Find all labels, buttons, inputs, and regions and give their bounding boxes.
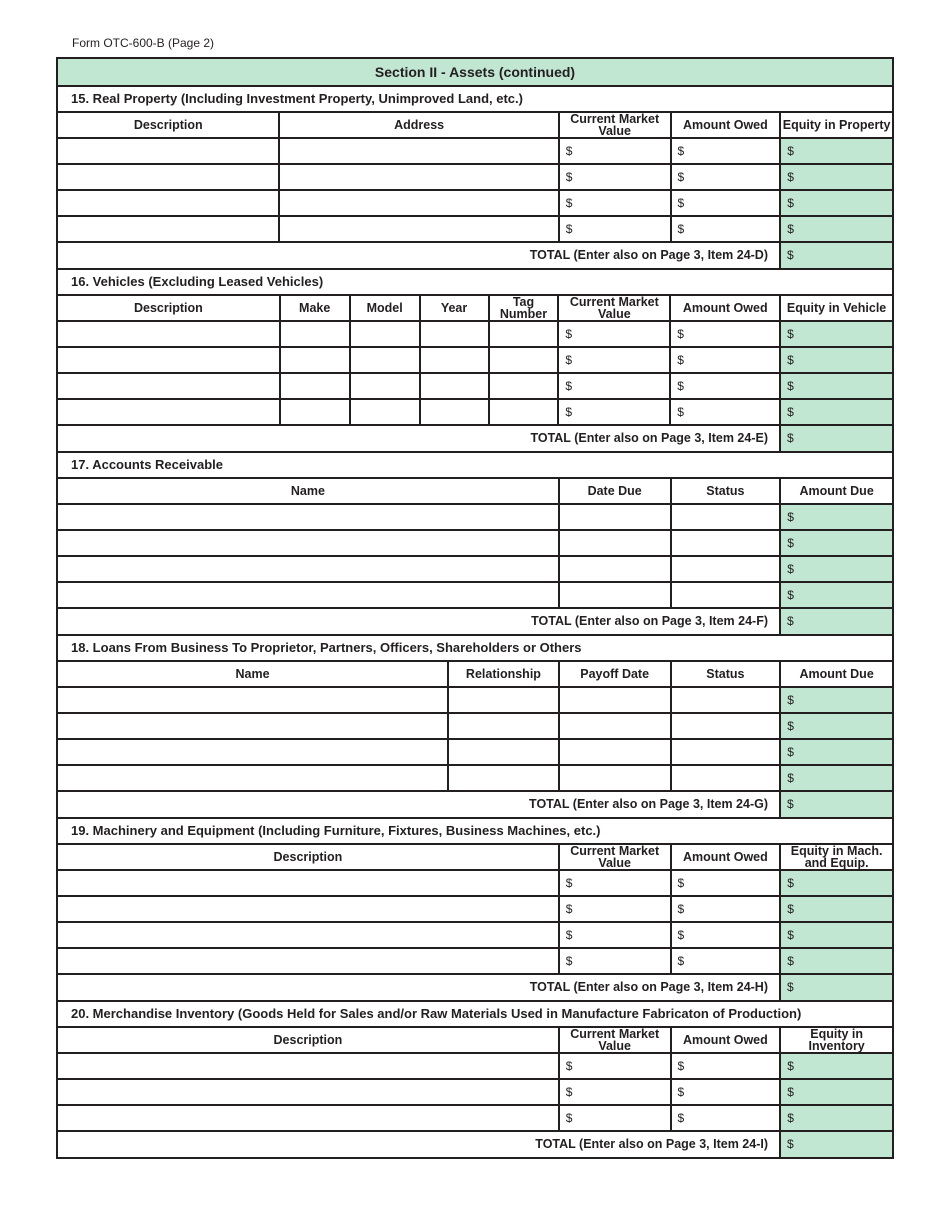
- vehicles-input-cell[interactable]: [281, 374, 351, 398]
- inventory-header-row: [58, 1028, 892, 1054]
- inventory-input-cell[interactable]: [672, 1080, 782, 1104]
- dollar-sign: $: [677, 222, 685, 236]
- vehicles-input-cell[interactable]: [490, 348, 560, 372]
- vehicles-row: [58, 400, 892, 426]
- real-property-input-cell[interactable]: [672, 139, 782, 163]
- loans-header-row: [58, 662, 892, 688]
- inventory-col-header: Description: [58, 1028, 560, 1052]
- vehicles-input-cell[interactable]: [671, 400, 781, 424]
- dollar-sign: $: [565, 876, 573, 890]
- dollar-sign: $: [787, 222, 794, 236]
- accounts-receivable-col-header: Status: [672, 479, 782, 503]
- vehicles-input-cell[interactable]: [781, 400, 892, 424]
- real-property-input-cell[interactable]: [560, 191, 672, 215]
- loans-total-input[interactable]: [781, 792, 892, 817]
- vehicles-input-cell[interactable]: [559, 400, 671, 424]
- inventory-input-cell[interactable]: [781, 1106, 892, 1130]
- vehicles-input-cell[interactable]: [421, 348, 490, 372]
- vehicles-input-cell[interactable]: [58, 322, 281, 346]
- inventory-total-row: [58, 1132, 892, 1159]
- machinery-input-cell[interactable]: [58, 923, 560, 947]
- loans-input-cell[interactable]: [672, 740, 782, 764]
- vehicles-col-header: Amount Owed: [671, 296, 781, 320]
- loans-input-cell[interactable]: [781, 766, 892, 790]
- accounts-receivable-row: [58, 583, 892, 609]
- dollar-sign: $: [565, 379, 573, 393]
- loans-input-cell[interactable]: [781, 688, 892, 712]
- accounts-receivable-title: 17. Accounts Receivable: [58, 453, 892, 479]
- real-property-input-cell[interactable]: [560, 139, 672, 163]
- loans-input-cell[interactable]: [560, 740, 672, 764]
- machinery-input-cell[interactable]: [781, 949, 892, 973]
- loans-col-header: Name: [58, 662, 449, 686]
- inventory-total-input[interactable]: [781, 1132, 892, 1157]
- real-property-input-cell[interactable]: [560, 217, 672, 241]
- dollar-sign: $: [787, 536, 794, 550]
- loans-input-cell[interactable]: [58, 766, 449, 790]
- inventory-input-cell[interactable]: [672, 1106, 782, 1130]
- loans-input-cell[interactable]: [560, 766, 672, 790]
- machinery-input-cell[interactable]: [58, 871, 560, 895]
- loans-col-header: Relationship: [449, 662, 560, 686]
- real-property-input-cell[interactable]: [781, 165, 892, 189]
- dollar-sign: $: [677, 405, 684, 419]
- dollar-sign: $: [787, 248, 794, 262]
- vehicles-row: [58, 322, 892, 348]
- dollar-sign: $: [787, 980, 794, 994]
- dollar-sign: $: [787, 1111, 794, 1125]
- loans-input-cell[interactable]: [672, 714, 782, 738]
- vehicles-input-cell[interactable]: [781, 322, 892, 346]
- real-property-row: [58, 217, 892, 243]
- machinery-input-cell[interactable]: [672, 897, 782, 921]
- dollar-sign: $: [565, 222, 573, 236]
- vehicles-input-cell[interactable]: [671, 348, 781, 372]
- inventory-row: [58, 1054, 892, 1080]
- vehicles-input-cell[interactable]: [421, 322, 490, 346]
- loans-col-header: Payoff Date: [560, 662, 672, 686]
- dollar-sign: $: [787, 562, 794, 576]
- vehicles-col-header: Make: [281, 296, 351, 320]
- machinery-title: 19. Machinery and Equipment (Including Furniture, Fixtures, Business Machines, etc.): [58, 819, 892, 845]
- vehicles-input-cell[interactable]: [351, 374, 421, 398]
- dollar-sign: $: [677, 196, 685, 210]
- dollar-sign: $: [787, 588, 794, 602]
- dollar-sign: $: [565, 405, 573, 419]
- accounts-receivable-input-cell[interactable]: [781, 505, 892, 529]
- machinery-input-cell[interactable]: [672, 949, 782, 973]
- vehicles-total-label: TOTAL (Enter also on Page 3, Item 24-E): [58, 426, 781, 451]
- accounts-receivable-input-cell[interactable]: [58, 531, 560, 555]
- accounts-receivable-input-cell[interactable]: [560, 531, 672, 555]
- vehicles-input-cell[interactable]: [490, 400, 560, 424]
- dollar-sign: $: [787, 876, 794, 890]
- loans-title: 18. Loans From Business To Proprietor, Partners, Officers, Shareholders or Others: [58, 636, 892, 662]
- loans-row: [58, 714, 892, 740]
- accounts-receivable-input-cell[interactable]: [781, 557, 892, 581]
- accounts-receivable-row: [58, 557, 892, 583]
- accounts-receivable-input-cell[interactable]: [560, 583, 672, 607]
- dollar-sign: $: [787, 1137, 794, 1151]
- accounts-receivable-input-cell[interactable]: [781, 583, 892, 607]
- vehicles-row: [58, 348, 892, 374]
- real-property-col-header: Equity in Property: [782, 118, 891, 132]
- real-property-total-input[interactable]: [781, 243, 892, 268]
- vehicles-input-cell[interactable]: [490, 322, 560, 346]
- vehicles-input-cell[interactable]: [671, 322, 781, 346]
- machinery-col-header: Description: [58, 845, 560, 869]
- dollar-sign: $: [787, 170, 794, 184]
- vehicles-col-header: Current Market Value: [559, 296, 671, 320]
- vehicles-input-cell[interactable]: [58, 374, 281, 398]
- loans-input-cell[interactable]: [560, 714, 672, 738]
- dollar-sign: $: [677, 144, 685, 158]
- real-property-header-row: [58, 113, 892, 139]
- accounts-receivable-col-header: Date Due: [560, 479, 672, 503]
- loans-total-label: TOTAL (Enter also on Page 3, Item 24-G): [58, 792, 781, 817]
- accounts-receivable-input-cell[interactable]: [560, 557, 672, 581]
- accounts-receivable-input-cell[interactable]: [58, 557, 560, 581]
- dollar-sign: $: [787, 954, 794, 968]
- vehicles-input-cell[interactable]: [351, 348, 421, 372]
- machinery-input-cell[interactable]: [672, 871, 782, 895]
- vehicles-input-cell[interactable]: [421, 400, 490, 424]
- dollar-sign: $: [677, 327, 684, 341]
- inventory-input-cell[interactable]: [560, 1054, 672, 1078]
- dollar-sign: $: [677, 954, 685, 968]
- dollar-sign: $: [565, 196, 573, 210]
- loans-input-cell[interactable]: [58, 740, 449, 764]
- dollar-sign: $: [677, 379, 684, 393]
- machinery-input-cell[interactable]: [58, 949, 560, 973]
- dollar-sign: $: [565, 1085, 573, 1099]
- real-property-col-header: Address: [280, 113, 559, 137]
- loans-col-header: Status: [672, 662, 782, 686]
- inventory-row: [58, 1080, 892, 1106]
- vehicles-input-cell[interactable]: [281, 400, 351, 424]
- dollar-sign: $: [787, 928, 794, 942]
- real-property-input-cell[interactable]: [58, 165, 280, 189]
- section-title: Section II - Assets (continued): [58, 59, 892, 87]
- machinery-input-cell[interactable]: [560, 949, 672, 973]
- vehicles-input-cell[interactable]: [58, 348, 281, 372]
- machinery-input-cell[interactable]: [58, 897, 560, 921]
- loans-input-cell[interactable]: [672, 688, 782, 712]
- dollar-sign: $: [565, 353, 573, 367]
- accounts-receivable-input-cell[interactable]: [672, 505, 782, 529]
- vehicles-input-cell[interactable]: [281, 322, 351, 346]
- loans-input-cell[interactable]: [58, 688, 449, 712]
- real-property-input-cell[interactable]: [58, 139, 280, 163]
- real-property-total-label: TOTAL (Enter also on Page 3, Item 24-D): [58, 243, 781, 268]
- machinery-input-cell[interactable]: [672, 923, 782, 947]
- dollar-sign: $: [787, 771, 794, 785]
- real-property-input-cell[interactable]: [781, 139, 892, 163]
- real-property-col-header: Description: [58, 113, 280, 137]
- dollar-sign: $: [677, 1059, 685, 1073]
- vehicles-input-cell[interactable]: [421, 374, 490, 398]
- vehicles-input-cell[interactable]: [351, 400, 421, 424]
- vehicles-total-input[interactable]: [781, 426, 892, 451]
- real-property-row: [58, 165, 892, 191]
- loans-input-cell[interactable]: [449, 766, 560, 790]
- vehicles-input-cell[interactable]: [559, 348, 671, 372]
- dollar-sign: $: [677, 1111, 685, 1125]
- vehicles-total-row: [58, 426, 892, 453]
- machinery-row: [58, 923, 892, 949]
- real-property-row: [58, 139, 892, 165]
- real-property-input-cell[interactable]: [280, 139, 559, 163]
- machinery-input-cell[interactable]: [781, 897, 892, 921]
- accounts-receivable-input-cell[interactable]: [672, 557, 782, 581]
- loans-input-cell[interactable]: [781, 740, 892, 764]
- dollar-sign: $: [787, 327, 794, 341]
- dollar-sign: $: [787, 379, 794, 393]
- inventory-input-cell[interactable]: [58, 1106, 560, 1130]
- machinery-row: [58, 949, 892, 975]
- accounts-receivable-total-label: TOTAL (Enter also on Page 3, Item 24-F): [58, 609, 781, 634]
- dollar-sign: $: [677, 170, 685, 184]
- machinery-col-header: Equity in Mach. and Equip.: [790, 845, 883, 869]
- dollar-sign: $: [565, 1111, 573, 1125]
- vehicles-col-header: Model: [351, 296, 421, 320]
- inventory-input-cell[interactable]: [781, 1080, 892, 1104]
- loans-input-cell[interactable]: [58, 714, 449, 738]
- loans-input-cell[interactable]: [449, 714, 560, 738]
- inventory-col-header: Current Market Value: [560, 1028, 672, 1052]
- real-property-title: 15. Real Property (Including Investment Property, Unimproved Land, etc.): [58, 87, 892, 113]
- accounts-receivable-input-cell[interactable]: [58, 505, 560, 529]
- loans-input-cell[interactable]: [560, 688, 672, 712]
- inventory-col-header: Amount Owed: [672, 1028, 782, 1052]
- dollar-sign: $: [677, 928, 685, 942]
- loans-input-cell[interactable]: [672, 766, 782, 790]
- dollar-sign: $: [787, 353, 794, 367]
- dollar-sign: $: [565, 144, 573, 158]
- accounts-receivable-total-row: [58, 609, 892, 636]
- accounts-receivable-row: [58, 531, 892, 557]
- machinery-header-row: [58, 845, 892, 871]
- accounts-receivable-col-header: Amount Due: [799, 484, 874, 498]
- vehicles-row: [58, 374, 892, 400]
- vehicles-col-header: Description: [58, 296, 281, 320]
- real-property-input-cell[interactable]: [280, 191, 559, 215]
- inventory-input-cell[interactable]: [560, 1080, 672, 1104]
- vehicles-input-cell[interactable]: [58, 400, 281, 424]
- loans-input-cell[interactable]: [449, 740, 560, 764]
- accounts-receivable-header-row: [58, 479, 892, 505]
- loans-input-cell[interactable]: [781, 714, 892, 738]
- dollar-sign: $: [787, 1085, 794, 1099]
- real-property-row: [58, 191, 892, 217]
- vehicles-input-cell[interactable]: [781, 348, 892, 372]
- machinery-total-row: [58, 975, 892, 1002]
- machinery-input-cell[interactable]: [560, 923, 672, 947]
- real-property-input-cell[interactable]: [58, 191, 280, 215]
- machinery-input-cell[interactable]: [781, 923, 892, 947]
- accounts-receivable-input-cell[interactable]: [560, 505, 672, 529]
- vehicles-input-cell[interactable]: [351, 322, 421, 346]
- dollar-sign: $: [787, 431, 794, 445]
- dollar-sign: $: [787, 745, 794, 759]
- assets-form: [56, 57, 894, 1159]
- inventory-col-header: Equity in Inventory: [808, 1028, 865, 1052]
- loans-row: [58, 766, 892, 792]
- loans-row: [58, 740, 892, 766]
- dollar-sign: $: [565, 327, 573, 341]
- dollar-sign: $: [787, 510, 794, 524]
- real-property-input-cell[interactable]: [672, 191, 782, 215]
- loans-input-cell[interactable]: [449, 688, 560, 712]
- machinery-total-label: TOTAL (Enter also on Page 3, Item 24-H): [58, 975, 781, 1000]
- dollar-sign: $: [787, 693, 794, 707]
- dollar-sign: $: [787, 797, 794, 811]
- inventory-title: 20. Merchandise Inventory (Goods Held for Sales and/or Raw Materials Used in Manufacture Fabricaton of Production): [58, 1002, 892, 1028]
- vehicles-col-header: Equity in Vehicle: [786, 301, 887, 315]
- inventory-input-cell[interactable]: [560, 1106, 672, 1130]
- inventory-input-cell[interactable]: [781, 1054, 892, 1078]
- real-property-input-cell[interactable]: [58, 217, 280, 241]
- machinery-input-cell[interactable]: [560, 897, 672, 921]
- vehicles-input-cell[interactable]: [490, 374, 560, 398]
- dollar-sign: $: [787, 144, 794, 158]
- machinery-input-cell[interactable]: [781, 871, 892, 895]
- dollar-sign: $: [677, 902, 685, 916]
- real-property-input-cell[interactable]: [672, 165, 782, 189]
- real-property-total-row: [58, 243, 892, 270]
- vehicles-header-row: [58, 296, 892, 322]
- dollar-sign: $: [677, 1085, 685, 1099]
- machinery-total-input[interactable]: [781, 975, 892, 1000]
- machinery-col-header: Amount Owed: [672, 845, 782, 869]
- machinery-input-cell[interactable]: [560, 871, 672, 895]
- real-property-input-cell[interactable]: [672, 217, 782, 241]
- real-property-col-header: Amount Owed: [672, 113, 782, 137]
- dollar-sign: $: [677, 353, 684, 367]
- vehicles-col-header: Tag Number: [490, 296, 560, 320]
- form-label: Form OTC-600-B (Page 2): [72, 36, 215, 50]
- accounts-receivable-row: [58, 505, 892, 531]
- vehicles-title: 16. Vehicles (Excluding Leased Vehicles): [58, 270, 892, 296]
- accounts-receivable-col-header: Name: [58, 479, 560, 503]
- accounts-receivable-total-input[interactable]: [781, 609, 892, 634]
- accounts-receivable-input-cell[interactable]: [58, 583, 560, 607]
- real-property-col-header: Current Market Value: [560, 113, 672, 137]
- dollar-sign: $: [787, 196, 794, 210]
- inventory-row: [58, 1106, 892, 1132]
- dollar-sign: $: [565, 954, 573, 968]
- real-property-input-cell[interactable]: [781, 217, 892, 241]
- inventory-total-label: TOTAL (Enter also on Page 3, Item 24-I): [58, 1132, 781, 1157]
- real-property-input-cell[interactable]: [280, 165, 559, 189]
- vehicles-input-cell[interactable]: [281, 348, 351, 372]
- inventory-input-cell[interactable]: [58, 1080, 560, 1104]
- inventory-input-cell[interactable]: [58, 1054, 560, 1078]
- dollar-sign: $: [787, 902, 794, 916]
- accounts-receivable-input-cell[interactable]: [781, 531, 892, 555]
- real-property-input-cell[interactable]: [280, 217, 559, 241]
- dollar-sign: $: [565, 928, 573, 942]
- vehicles-input-cell[interactable]: [559, 374, 671, 398]
- dollar-sign: $: [565, 1059, 573, 1073]
- dollar-sign: $: [787, 1059, 794, 1073]
- accounts-receivable-input-cell[interactable]: [672, 583, 782, 607]
- dollar-sign: $: [677, 876, 685, 890]
- dollar-sign: $: [787, 405, 794, 419]
- loans-col-header: Amount Due: [799, 667, 874, 681]
- real-property-input-cell[interactable]: [560, 165, 672, 189]
- vehicles-col-header: Year: [421, 296, 490, 320]
- dollar-sign: $: [787, 719, 794, 733]
- machinery-col-header: Current Market Value: [560, 845, 672, 869]
- dollar-sign: $: [565, 170, 573, 184]
- vehicles-input-cell[interactable]: [781, 374, 892, 398]
- dollar-sign: $: [787, 614, 794, 628]
- loans-total-row: [58, 792, 892, 819]
- machinery-row: [58, 871, 892, 897]
- dollar-sign: $: [565, 902, 573, 916]
- accounts-receivable-input-cell[interactable]: [672, 531, 782, 555]
- inventory-input-cell[interactable]: [672, 1054, 782, 1078]
- real-property-input-cell[interactable]: [781, 191, 892, 215]
- vehicles-input-cell[interactable]: [671, 374, 781, 398]
- machinery-row: [58, 897, 892, 923]
- vehicles-input-cell[interactable]: [559, 322, 671, 346]
- loans-row: [58, 688, 892, 714]
